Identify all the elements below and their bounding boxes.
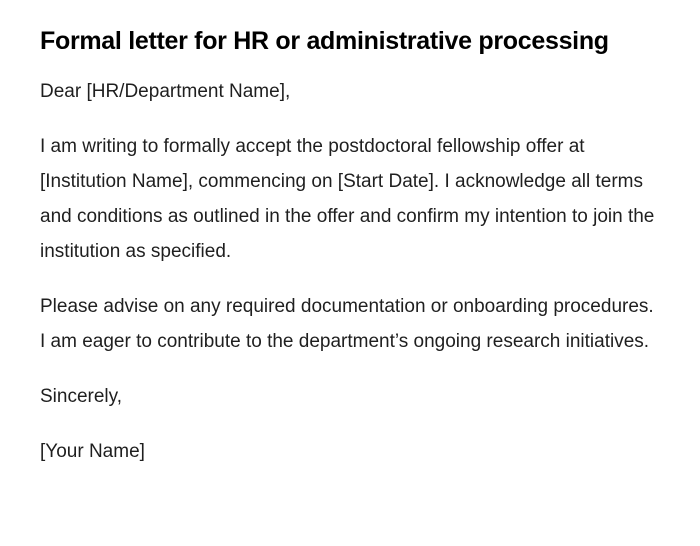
letter-closing: Sincerely,	[40, 386, 123, 407]
letter-document	[40, 24, 660, 489]
letter-salutation: Dear [HR/Department Name],	[40, 81, 291, 102]
letter-paragraph-1: I am writing to formally accept the postdoctoral fellowship offer at [Institution Name], commencing on [Start Date]. I acknowledge all terms and conditions as outlined in the offer and confirm my intention to join the institution as specified.	[40, 136, 655, 262]
letter-paragraph-2: Please advise on any required documentation or onboarding procedures. I am eager to contribute to the department’s ongoing research initiatives.	[40, 296, 654, 352]
letter-title: Formal letter for HR or administrative processing	[40, 27, 609, 55]
letter-signature: [Your Name]	[40, 441, 145, 462]
